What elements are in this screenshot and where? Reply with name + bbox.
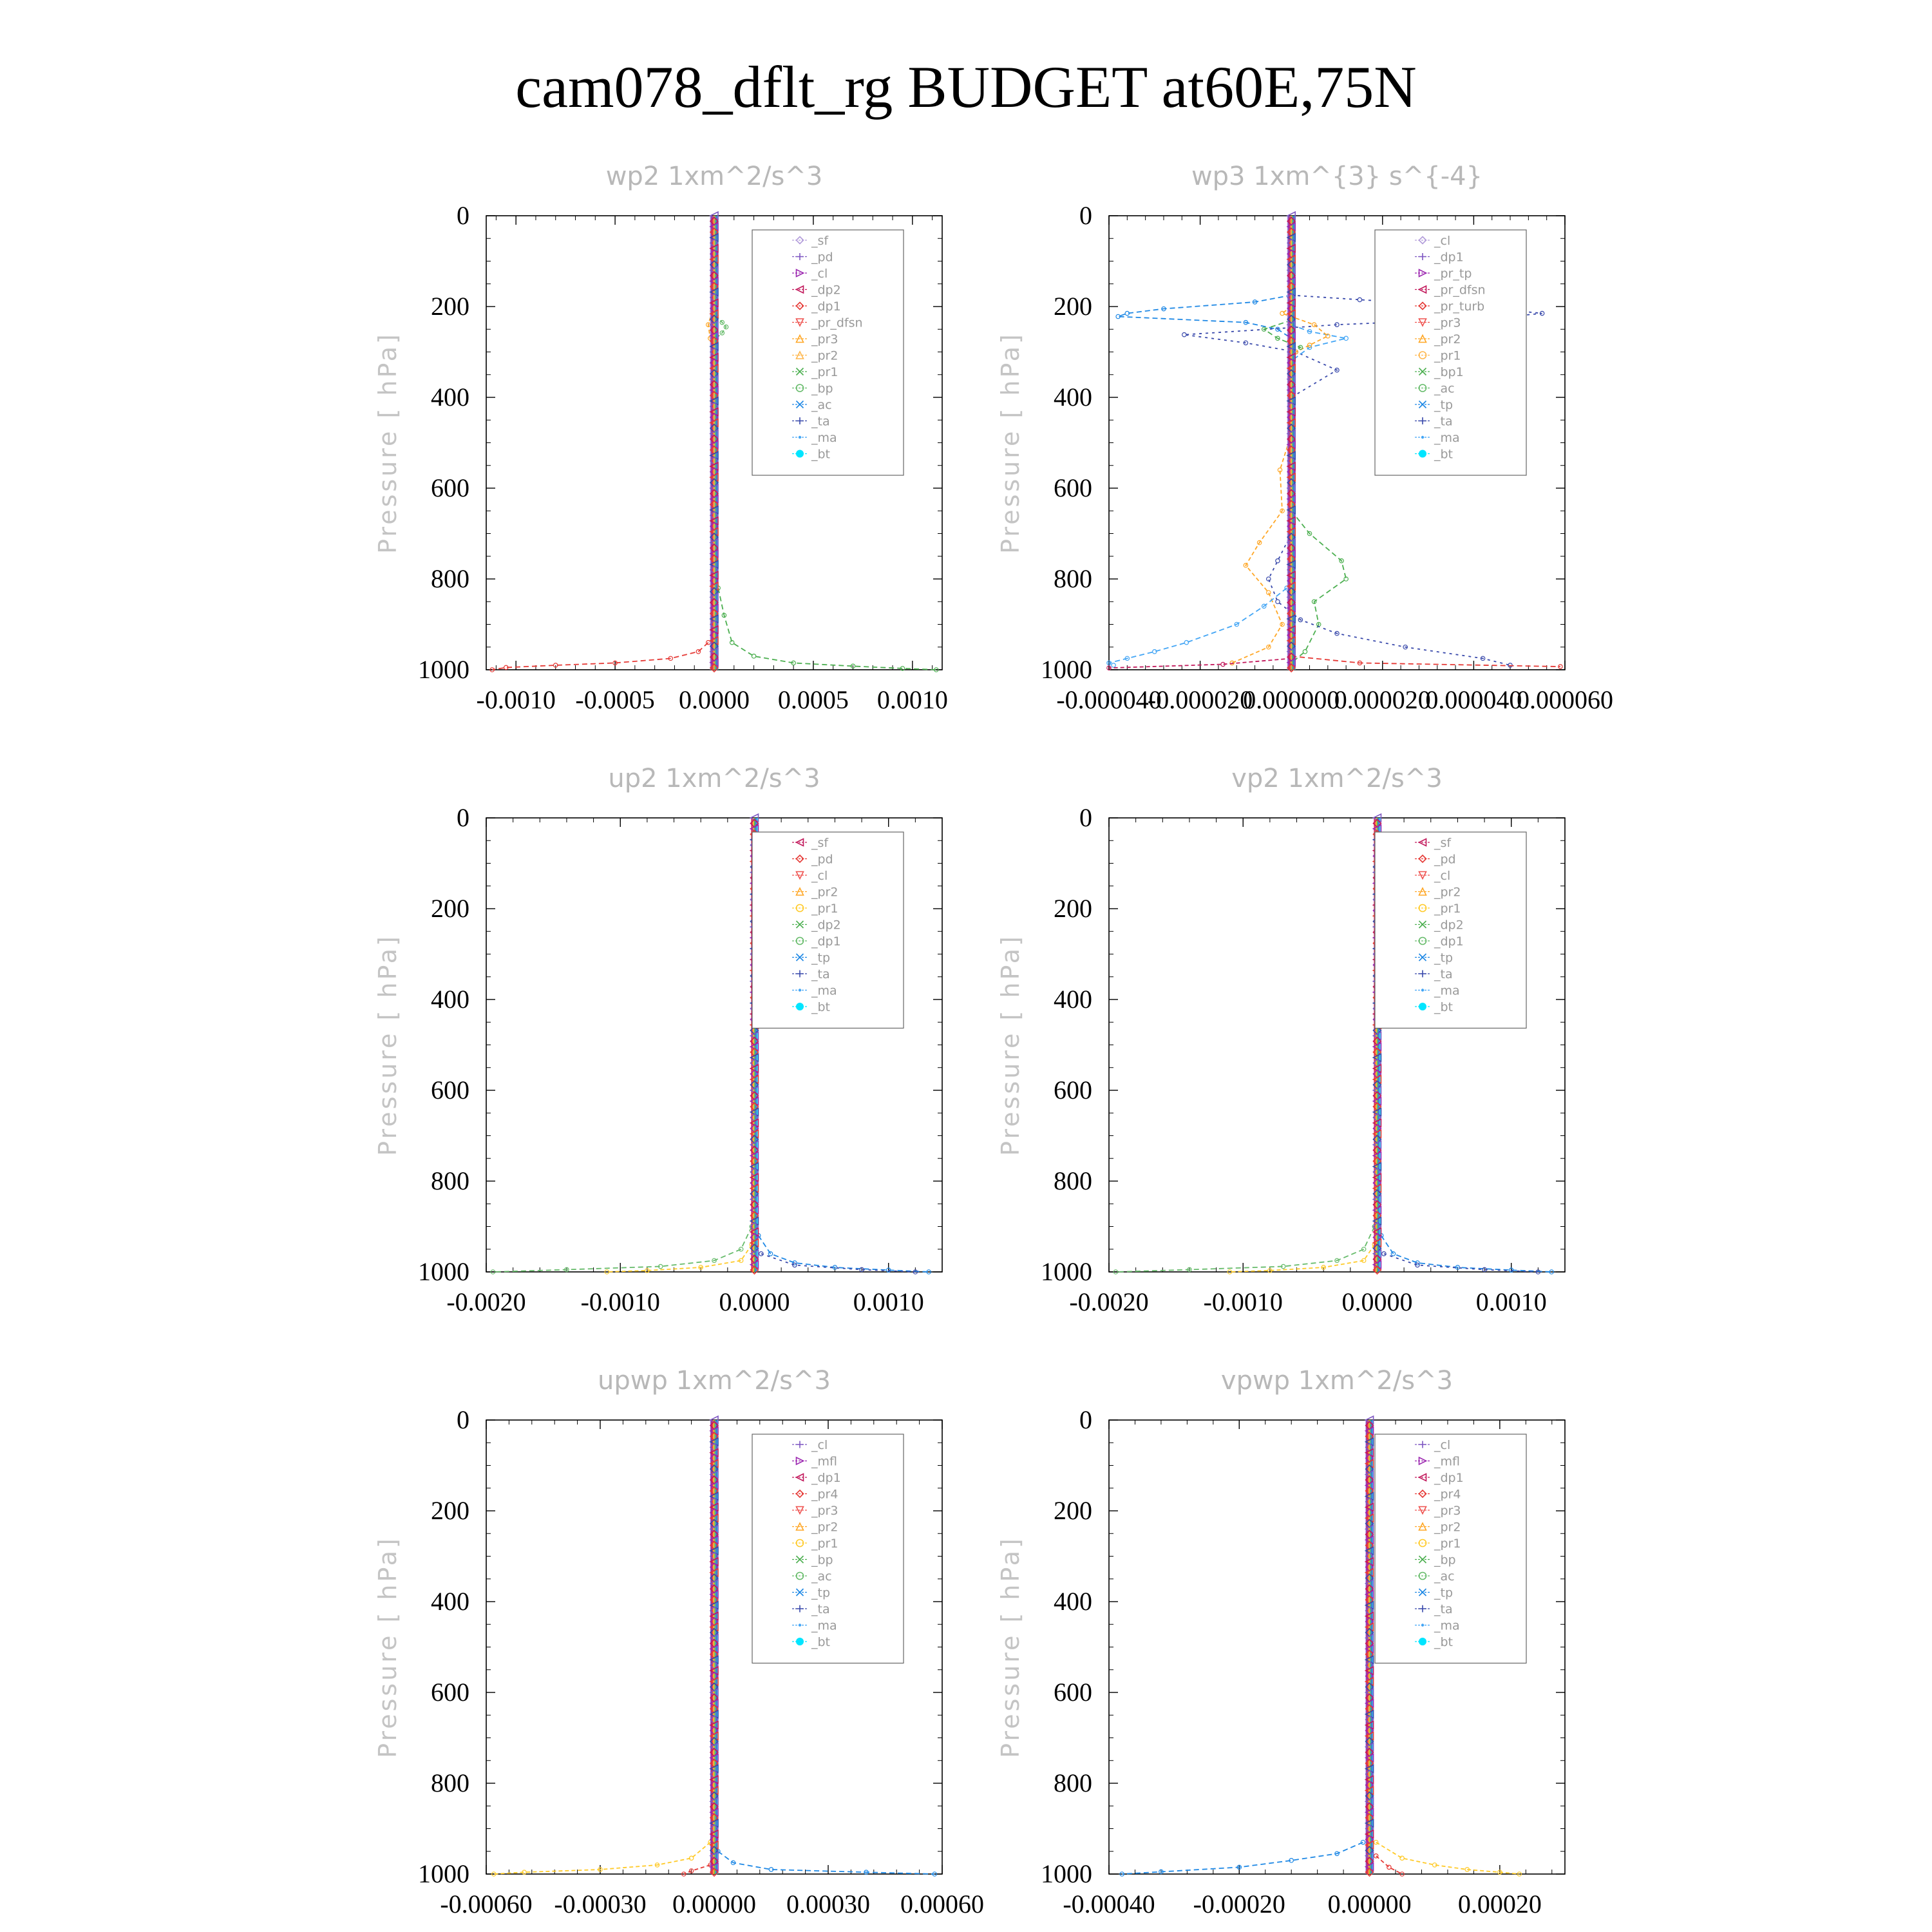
legend-label: _ta — [1434, 1602, 1453, 1616]
x-tick-label: -0.0010 — [1203, 1287, 1283, 1316]
series-line — [1291, 511, 1346, 663]
y-tick-label: 800 — [1054, 564, 1092, 593]
legend-label: _ac — [1434, 381, 1455, 396]
x-tick-label: 0.000040 — [1425, 685, 1522, 714]
chart-svg — [735, 657, 1578, 1330]
legend — [1375, 230, 1526, 475]
legend-label: _cl — [1434, 1438, 1451, 1452]
legend-label: _dp1 — [1434, 250, 1464, 265]
legend-label: _sf — [811, 234, 829, 248]
chart-title: vp2 1xm^2/s^3 — [1231, 764, 1443, 793]
data-point — [1182, 333, 1186, 337]
x-tick-label: 0.00020 — [1457, 1889, 1542, 1918]
legend-label: _pr1 — [1434, 902, 1461, 916]
x-tick-label: 0.000060 — [1517, 685, 1613, 714]
y-tick-label: 200 — [1054, 894, 1092, 923]
legend-label: _ta — [1434, 967, 1453, 981]
legend-marker — [1421, 989, 1424, 991]
x-tick-label: -0.0020 — [1069, 1287, 1149, 1316]
legend-label: _pr1 — [1434, 348, 1461, 363]
x-tick-label: -0.00030 — [554, 1889, 647, 1918]
y-axis-label: Pressure [ hPa] — [996, 934, 1025, 1156]
y-tick-label: 400 — [1054, 383, 1092, 412]
y-tick-label: 1000 — [418, 1859, 469, 1888]
legend-label: _pr2 — [1434, 332, 1461, 346]
y-tick-label: 600 — [1054, 1075, 1092, 1104]
legend-label: _dp1 — [1434, 934, 1464, 949]
legend-label: _pr1 — [811, 1537, 838, 1551]
legend-label: _bt — [1434, 447, 1454, 462]
y-axis-label: Pressure [ hPa] — [374, 332, 402, 554]
y-tick-label: 800 — [431, 1768, 469, 1797]
legend-label: _cl — [1434, 869, 1451, 883]
y-tick-label: 200 — [431, 1496, 469, 1525]
x-tick-label: -0.000040 — [1056, 685, 1162, 714]
legend-label: _mfl — [1434, 1454, 1460, 1469]
data-point — [1374, 1854, 1378, 1858]
legend-label: _pr2 — [1434, 1520, 1461, 1535]
y-tick-label: 1000 — [418, 1257, 469, 1286]
legend-label: _pr4 — [811, 1487, 838, 1502]
legend-label: _pr2 — [811, 885, 838, 900]
plot-area — [996, 162, 1613, 714]
zero-bundle — [1366, 1416, 1374, 1876]
legend-label: _pd — [811, 852, 833, 867]
data-point — [1267, 591, 1271, 594]
legend-label: _bt — [1434, 1635, 1454, 1649]
y-tick-label: 600 — [1054, 473, 1092, 502]
legend-label: _ma — [811, 431, 837, 445]
legend — [1375, 1434, 1526, 1663]
legend-label: _bt — [811, 447, 831, 462]
x-tick-label: 0.00000 — [1327, 1889, 1412, 1918]
legend-label: _cl — [811, 869, 828, 883]
series-line — [1118, 295, 1291, 338]
series-line — [1122, 1842, 1363, 1874]
x-tick-label: 0.0010 — [853, 1287, 924, 1316]
chart-svg — [735, 1259, 1578, 1932]
x-tick-label: 0.0010 — [876, 685, 948, 714]
data-point — [1361, 1247, 1365, 1251]
chart-panel-vp2 — [735, 657, 1578, 1330]
y-tick-label: 1000 — [1041, 1257, 1092, 1286]
plot-area — [996, 1366, 1565, 1918]
series-line — [1109, 588, 1287, 665]
legend-label: _ta — [811, 1602, 830, 1616]
series-line — [1376, 1842, 1520, 1874]
chart-title: up2 1xm^2/s^3 — [608, 764, 820, 793]
legend-marker — [1419, 1003, 1426, 1010]
y-tick-label: 1000 — [418, 655, 469, 684]
data-point — [1400, 1856, 1404, 1860]
y-axis-label: Pressure [ hPa] — [374, 1536, 402, 1758]
legend-label: _sf — [1434, 836, 1452, 850]
x-tick-label: 0.00060 — [900, 1889, 984, 1918]
plot-area — [996, 764, 1565, 1316]
legend-label: _bt — [811, 1635, 831, 1649]
legend-label: _pr3 — [1434, 1504, 1461, 1518]
legend-label: _pr1 — [811, 902, 838, 916]
legend-marker — [1421, 436, 1424, 439]
y-tick-label: 800 — [1054, 1768, 1092, 1797]
y-tick-label: 400 — [1054, 985, 1092, 1014]
x-tick-label: -0.0005 — [575, 685, 655, 714]
y-tick-label: 0 — [1079, 201, 1092, 230]
data-point — [1358, 298, 1361, 301]
legend-label: _ma — [1434, 1618, 1460, 1633]
legend-label: _pr3 — [811, 1504, 838, 1518]
legend-label: _dp1 — [811, 934, 841, 949]
legend-label: _ma — [811, 1618, 837, 1633]
legend-label: _cl — [811, 267, 828, 281]
legend-marker — [1419, 450, 1426, 457]
legend-label: _ac — [1434, 1569, 1455, 1584]
series-line — [684, 1865, 710, 1874]
zero-bundle — [710, 1416, 718, 1876]
x-tick-label: 0.0000 — [1341, 1287, 1413, 1316]
legend-label: _dp2 — [811, 918, 841, 933]
y-tick-label: 600 — [431, 1678, 469, 1707]
legend-label: _pr_turb — [1434, 299, 1485, 314]
legend-label: _pr2 — [1434, 885, 1461, 900]
x-tick-label: 0.0000 — [719, 1287, 790, 1316]
x-tick-label: -0.000020 — [1147, 685, 1253, 714]
y-axis-label: Pressure [ hPa] — [996, 1536, 1025, 1758]
legend-label: _bp — [811, 1553, 833, 1567]
chart-svg — [735, 55, 1613, 728]
legend-label: _pr_dfsn — [811, 316, 863, 330]
y-tick-label: 400 — [431, 985, 469, 1014]
series-line — [1269, 534, 1510, 666]
legend-label: _bt — [811, 1000, 831, 1014]
y-tick-label: 1000 — [1041, 1859, 1092, 1888]
y-axis-label: Pressure [ hPa] — [374, 934, 402, 1156]
y-tick-label: 400 — [1054, 1587, 1092, 1616]
legend-label: _ta — [811, 967, 830, 981]
legend-marker — [1419, 1638, 1426, 1645]
data-point — [1280, 311, 1284, 315]
series-line — [1291, 325, 1346, 361]
legend-label: _pr3 — [811, 332, 838, 346]
legend-label: _dp1 — [1434, 1471, 1464, 1485]
y-tick-label: 600 — [431, 473, 469, 502]
y-tick-label: 0 — [1079, 1405, 1092, 1434]
legend-label: _pr3 — [1434, 316, 1461, 330]
legend-label: _dp2 — [1434, 918, 1464, 933]
data-point — [1303, 650, 1307, 654]
legend-label: _pr_dfsn — [1434, 283, 1486, 298]
y-tick-label: 200 — [431, 894, 469, 923]
y-tick-label: 200 — [1054, 1496, 1092, 1525]
y-tick-label: 0 — [457, 1405, 469, 1434]
legend-label: _pd — [811, 250, 833, 265]
legend-label: _ac — [811, 1569, 832, 1584]
series-line — [1232, 433, 1291, 663]
y-tick-label: 0 — [457, 803, 469, 832]
x-tick-label: 0.00000 — [672, 1889, 756, 1918]
legend-label: _bt — [1434, 1000, 1454, 1014]
chart-panel-wp3 — [735, 55, 1613, 728]
legend-label: _ac — [811, 398, 832, 412]
chart-title: vpwp 1xm^2/s^3 — [1220, 1366, 1454, 1396]
y-tick-label: 800 — [431, 1166, 469, 1195]
legend-label: _ma — [1434, 983, 1460, 998]
legend-label: _pr1 — [1434, 1537, 1461, 1551]
y-tick-label: 800 — [431, 564, 469, 593]
x-tick-label: 0.0010 — [1475, 1287, 1547, 1316]
legend-label: _dp1 — [811, 1471, 841, 1485]
legend-marker — [1421, 1624, 1424, 1626]
legend-label: _sf — [811, 836, 829, 850]
x-tick-label: 0.00030 — [786, 1889, 870, 1918]
legend-label: _ta — [811, 414, 830, 429]
legend-label: _tp — [811, 1586, 831, 1600]
legend-label: _pr4 — [1434, 1487, 1461, 1502]
legend-label: _mfl — [811, 1454, 837, 1469]
legend-label: _pr_tp — [1434, 267, 1472, 281]
legend-label: _ta — [1434, 414, 1453, 429]
data-point — [1374, 1840, 1378, 1844]
zero-bundle — [710, 212, 718, 672]
x-tick-label: 0.000000 — [1243, 685, 1340, 714]
y-tick-label: 200 — [431, 292, 469, 321]
chart-title: upwp 1xm^2/s^3 — [598, 1366, 831, 1396]
x-tick-label: -0.0020 — [446, 1287, 526, 1316]
y-tick-label: 800 — [1054, 1166, 1092, 1195]
x-tick-label: -0.00060 — [440, 1889, 533, 1918]
x-tick-label: -0.00020 — [1193, 1889, 1285, 1918]
y-tick-label: 600 — [431, 1075, 469, 1104]
legend-label: _pd — [1434, 852, 1456, 867]
legend-label: _bp1 — [1434, 365, 1464, 379]
zero-bundle — [1287, 212, 1295, 672]
legend-label: _cl — [1434, 234, 1451, 248]
legend-label: _pr1 — [811, 365, 838, 379]
x-tick-label: 0.000020 — [1334, 685, 1431, 714]
chart-title: wp3 1xm^{3} s^{-4} — [1191, 162, 1483, 191]
legend-label: _tp — [1434, 951, 1454, 965]
legend-label: _bp — [1434, 1553, 1456, 1567]
data-point — [1276, 600, 1280, 603]
legend-label: _ma — [811, 983, 837, 998]
page-title: cam078_dflt_rg BUDGET at60E,75N — [515, 54, 1417, 120]
y-tick-label: 400 — [431, 1587, 469, 1616]
legend-label: _dp1 — [811, 299, 841, 314]
data-point — [1387, 1865, 1391, 1869]
legend-label: _ma — [1434, 431, 1460, 445]
chart-title: wp2 1xm^2/s^3 — [605, 162, 823, 191]
feature-curves — [1120, 1840, 1521, 1876]
x-tick-label: -0.0010 — [476, 685, 556, 714]
x-tick-label: 0.0000 — [679, 685, 750, 714]
legend-label: _pr2 — [811, 1520, 838, 1535]
y-tick-label: 0 — [1079, 803, 1092, 832]
legend-label: _tp — [1434, 398, 1454, 412]
y-tick-label: 0 — [457, 201, 469, 230]
y-tick-label: 1000 — [1041, 655, 1092, 684]
x-tick-label: 0.0005 — [777, 685, 849, 714]
x-tick-label: -0.00040 — [1063, 1889, 1155, 1918]
y-tick-label: 200 — [1054, 292, 1092, 321]
y-tick-label: 600 — [1054, 1678, 1092, 1707]
legend-label: _cl — [811, 1438, 828, 1452]
legend-label: _tp — [1434, 1586, 1454, 1600]
chart-panel-vpwp — [735, 1259, 1578, 1932]
y-axis-label: Pressure [ hPa] — [996, 332, 1025, 554]
y-tick-label: 400 — [431, 383, 469, 412]
legend-label: _bp — [811, 381, 833, 396]
data-point — [1276, 559, 1280, 563]
legend-label: _tp — [811, 951, 831, 965]
legend-label: _dp2 — [811, 283, 841, 298]
x-tick-label: -0.0010 — [580, 1287, 660, 1316]
legend — [1375, 832, 1526, 1028]
legend-label: _pr2 — [811, 348, 838, 363]
